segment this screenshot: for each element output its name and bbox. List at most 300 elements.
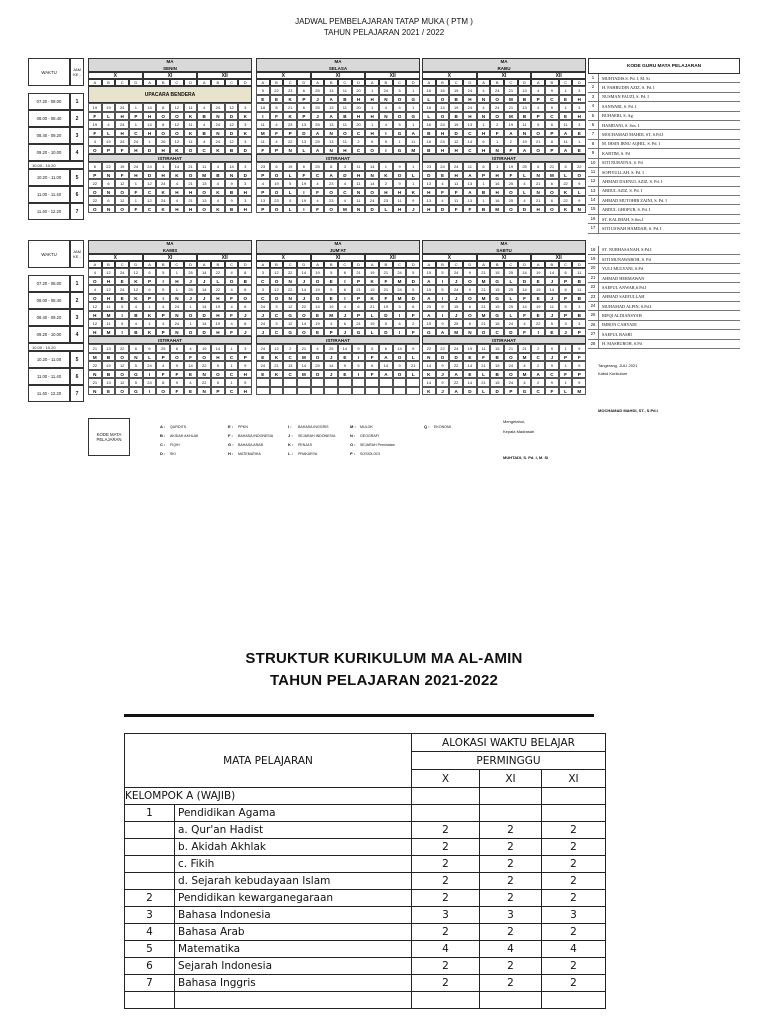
- section-letter: A: [311, 261, 325, 268]
- teacher-index: 8: [588, 140, 599, 148]
- jam-number: 2: [70, 292, 84, 309]
- section-letter: B: [156, 261, 170, 268]
- teacher-number: 21: [406, 361, 420, 370]
- teacher-number: 14: [143, 103, 157, 112]
- teacher-number: 20: [352, 86, 366, 95]
- subject-code: J: [436, 387, 450, 396]
- subject-code: B: [238, 277, 252, 286]
- subject-code-row: [422, 353, 586, 362]
- subject-code: G: [129, 387, 143, 396]
- teacher-number: 6: [338, 285, 352, 294]
- subject-code: O: [270, 188, 284, 197]
- subject-code: O: [170, 353, 184, 362]
- teacher-number: 24: [115, 268, 129, 277]
- teacher-number: 22: [449, 378, 463, 387]
- subject-code: B: [518, 95, 532, 104]
- level-label: MA: [500, 241, 508, 246]
- subject-code: O: [504, 370, 518, 379]
- teacher-number: 1: [143, 319, 157, 328]
- teacher-name: SOPIYULLAH, S. Pd. I: [602, 169, 644, 175]
- subject-code: L: [504, 311, 518, 320]
- teacher-number: 4: [197, 103, 211, 112]
- legend-key: O :: [350, 442, 356, 447]
- lesson-row: [256, 179, 420, 196]
- section-letter-row: [422, 261, 586, 268]
- legend-item: [228, 451, 261, 456]
- teacher-number: 21: [477, 268, 491, 277]
- teacher-number: 22: [449, 361, 463, 370]
- col-subject-header: MATA PELAJARAN: [125, 734, 412, 788]
- teacher-number-row: [88, 162, 252, 171]
- legend-item: [228, 442, 263, 447]
- subject-code: J: [297, 294, 311, 303]
- waktu-label: WAKTU: [28, 240, 70, 268]
- empty-cell: [125, 992, 175, 1009]
- teacher-number: 9: [238, 378, 252, 387]
- section-letter: B: [211, 261, 225, 268]
- teacher-number: 4: [184, 344, 198, 353]
- teacher-number: 21: [504, 86, 518, 95]
- subject-code: I: [379, 129, 393, 138]
- teacher-row: [588, 74, 740, 83]
- lesson-row: [422, 285, 586, 302]
- subject-code: K: [211, 188, 225, 197]
- subject-code: L: [504, 294, 518, 303]
- teacher-number: 1: [406, 179, 420, 188]
- teacher-number: 4: [88, 137, 102, 146]
- teacher-number: 19: [324, 302, 338, 311]
- subject-code: A: [518, 146, 532, 155]
- teacher-number: 25: [504, 196, 518, 205]
- subject-code: F: [225, 328, 239, 337]
- teacher-number: 6: [338, 268, 352, 277]
- teacher-number: 6: [463, 319, 477, 328]
- legend-value: EKONOMI: [434, 425, 451, 429]
- teacher-number: 15: [490, 378, 504, 387]
- curriculum-row-empty: [125, 992, 606, 1009]
- subject-code: B: [449, 95, 463, 104]
- teacher-number: 12: [270, 285, 284, 294]
- teacher-number: 21: [477, 285, 491, 294]
- lesson-row: [422, 344, 586, 361]
- subject-code: L: [283, 205, 297, 214]
- teacher-number: 6: [406, 302, 420, 311]
- teacher-number: 5: [324, 285, 338, 294]
- day-block-2: [256, 58, 420, 213]
- teacher-number: 11: [338, 120, 352, 129]
- teacher-number: 9: [436, 378, 450, 387]
- subject-code-row: [256, 311, 420, 320]
- subject-code: E: [545, 328, 559, 337]
- subject-code: F: [463, 205, 477, 214]
- subject-code: N: [197, 387, 211, 396]
- teacher-number: 9: [170, 361, 184, 370]
- day-header: [256, 58, 420, 72]
- teacher-number: 22: [88, 361, 102, 370]
- teacher-number: 11: [463, 162, 477, 171]
- subject-code: N: [324, 129, 338, 138]
- class-header-row: [422, 72, 586, 79]
- teacher-number: 25: [184, 285, 198, 294]
- teacher-number: 25: [504, 268, 518, 277]
- subject-code: O: [393, 95, 407, 104]
- teacher-number: 6: [463, 302, 477, 311]
- subject-code: B: [129, 311, 143, 320]
- teacher-number: 16: [490, 196, 504, 205]
- teacher-number: 4: [184, 378, 198, 387]
- curriculum-cell-name: Bahasa Indonesia: [175, 907, 412, 924]
- teacher-number-row: [88, 344, 252, 353]
- class-label: X: [422, 72, 477, 79]
- teacher-number: 9: [170, 378, 184, 387]
- subject-code: F: [129, 205, 143, 214]
- teacher-number: 4: [518, 361, 532, 370]
- teacher-number: 13: [463, 179, 477, 188]
- teacher-number: 22: [270, 86, 284, 95]
- teacher-number: 8: [238, 319, 252, 328]
- teacher-number: 13: [102, 344, 116, 353]
- teacher-number: 25: [504, 285, 518, 294]
- subject-code: L: [297, 146, 311, 155]
- subject-code: N: [88, 370, 102, 379]
- curriculum-cell-x: 3: [412, 907, 480, 924]
- subject-code: P: [129, 112, 143, 121]
- teacher-number: 11: [572, 268, 586, 277]
- teacher-number: 14: [518, 285, 532, 294]
- teacher-number: 14: [379, 361, 393, 370]
- teacher-name: YULI MULYANI, S.Pd: [602, 266, 643, 272]
- subject-code-row: [88, 171, 252, 180]
- teacher-number: 22: [572, 162, 586, 171]
- subject-code-row: [88, 112, 252, 121]
- day-name: KAMIS: [162, 247, 178, 253]
- teacher-number: 24: [449, 344, 463, 353]
- subject-code: O: [531, 146, 545, 155]
- teacher-row: [588, 149, 740, 158]
- subject-code: O: [270, 294, 284, 303]
- subject-code: C: [270, 311, 284, 320]
- teacher-number: 4: [197, 120, 211, 129]
- lesson-row: [88, 302, 252, 319]
- subject-code: E: [572, 146, 586, 155]
- teacher-number: 19: [449, 103, 463, 112]
- section-letter: C: [283, 79, 297, 86]
- teacher-number: 6: [143, 268, 157, 277]
- teacher-number: 6: [559, 268, 573, 277]
- subject-code-row: [256, 205, 420, 214]
- subject-code: N: [170, 294, 184, 303]
- curriculum-cell-x: 2: [412, 822, 480, 839]
- subject-code-row: [422, 328, 586, 337]
- subject-code: D: [225, 129, 239, 138]
- jam-number: 5: [70, 169, 84, 186]
- legend-key: P :: [350, 451, 356, 456]
- curriculum-cell-x: 2: [412, 924, 480, 941]
- teacher-row: [588, 93, 740, 102]
- teacher-number: 4: [211, 179, 225, 188]
- teacher-number: 19: [365, 285, 379, 294]
- teacher-number: 22: [422, 344, 436, 353]
- subject-code: O: [311, 353, 325, 362]
- teacher-number: 3: [338, 162, 352, 171]
- legend-item: [288, 424, 329, 429]
- teacher-number-row: [422, 378, 586, 387]
- subject-code: P: [143, 294, 157, 303]
- subject-code: L: [422, 95, 436, 104]
- teacher-number-row: [256, 137, 420, 146]
- curriculum-cell-xi: 2: [480, 822, 542, 839]
- teacher-number: 5: [156, 285, 170, 294]
- section-letter: C: [393, 79, 407, 86]
- headmaster-name: MUHTADI, S. Pd. I, M. Si: [503, 455, 549, 460]
- teacher-number: 8: [156, 378, 170, 387]
- teacher-number: 24: [365, 196, 379, 205]
- subject-code: J: [406, 205, 420, 214]
- teacher-number: 2: [283, 344, 297, 353]
- subject-code: I: [379, 146, 393, 155]
- teacher-number: 3: [572, 103, 586, 112]
- day-block-6: [422, 240, 586, 395]
- class-label: X: [422, 254, 477, 261]
- teacher-name: SAEFUL BASRI: [602, 331, 632, 337]
- section-letter: B: [545, 261, 559, 268]
- subject-code: L: [477, 370, 491, 379]
- section-letter: B: [436, 261, 450, 268]
- day-block-1: [88, 58, 252, 213]
- teacher-number: 19: [311, 285, 325, 294]
- teacher-number: 12: [129, 268, 143, 277]
- subject-code: P: [238, 353, 252, 362]
- teacher-number: 6: [477, 137, 491, 146]
- teacher-number: 11: [545, 302, 559, 311]
- subject-code: M: [545, 171, 559, 180]
- teacher-number: 12: [283, 319, 297, 328]
- subject-code: [311, 387, 325, 396]
- teacher-number: 3: [256, 285, 270, 294]
- teacher-number: 15: [449, 302, 463, 311]
- subject-code: B: [102, 353, 116, 362]
- curriculum-cell-no: [125, 856, 175, 873]
- teacher-number: 24: [504, 361, 518, 370]
- subject-code: B: [449, 112, 463, 121]
- time-slot: 07.20 - 08.00: [28, 275, 70, 292]
- teacher-index: 6: [588, 121, 599, 129]
- subject-code: H: [365, 129, 379, 138]
- subject-code: P: [477, 171, 491, 180]
- lesson-row: [256, 285, 420, 302]
- teacher-name: ABDUL AZIZ, S. Pd. I: [602, 188, 643, 194]
- teacher-number: 25: [324, 344, 338, 353]
- jam-number: 2: [70, 110, 84, 127]
- teacher-number: 8: [156, 120, 170, 129]
- subject-code: P: [143, 277, 157, 286]
- subject-code: A: [379, 370, 393, 379]
- subject-code: O: [170, 112, 184, 121]
- subject-code-row: [256, 171, 420, 180]
- subject-code: N: [477, 112, 491, 121]
- subject-code: H: [572, 95, 586, 104]
- curriculum-row: [125, 975, 606, 992]
- teacher-number-row: [88, 285, 252, 294]
- subject-code: N: [422, 353, 436, 362]
- class-header-row: [256, 254, 420, 261]
- section-letter: B: [102, 261, 116, 268]
- legend-key: J :: [288, 433, 293, 438]
- subject-code: N: [283, 146, 297, 155]
- teacher-number: 8: [324, 162, 338, 171]
- subject-code: H: [436, 129, 450, 138]
- teacher-number: 22: [297, 302, 311, 311]
- teacher-number: 24: [449, 285, 463, 294]
- teacher-number: 19: [311, 268, 325, 277]
- teacher-number: 11: [449, 179, 463, 188]
- subject-code: C: [545, 95, 559, 104]
- teacher-number: 22: [559, 179, 573, 188]
- section-letter: D: [463, 261, 477, 268]
- subject-code: J: [436, 370, 450, 379]
- subject-code: P: [352, 311, 366, 320]
- class-label: XII: [197, 254, 252, 261]
- teacher-index: 24: [588, 302, 599, 310]
- teacher-number: 9: [545, 361, 559, 370]
- teacher-number: 9: [352, 344, 366, 353]
- subject-code: H: [102, 294, 116, 303]
- subject-code: I: [297, 188, 311, 197]
- teacher-number: 11: [102, 319, 116, 328]
- subject-code: J: [545, 311, 559, 320]
- legend-value: GEOGRAFI: [360, 434, 379, 438]
- teacher-number: 1: [477, 196, 491, 205]
- teacher-index: 20: [588, 264, 599, 272]
- teacher-number: 6: [143, 285, 157, 294]
- legend-item: [160, 451, 176, 456]
- subject-code: O: [504, 205, 518, 214]
- subject-code: H: [422, 205, 436, 214]
- teacher-number: 14: [197, 268, 211, 277]
- class-header-row: [256, 72, 420, 79]
- subject-code: G: [283, 311, 297, 320]
- subject-code: P: [324, 328, 338, 337]
- subject-code: P: [256, 205, 270, 214]
- subject-code: J: [449, 277, 463, 286]
- subject-code: O: [88, 294, 102, 303]
- teacher-number: 9: [393, 179, 407, 188]
- subject-code: A: [559, 129, 573, 138]
- curriculum-cell-x: 2: [412, 856, 480, 873]
- subject-code: O: [311, 370, 325, 379]
- section-letter: B: [102, 79, 116, 86]
- teacher-number: 25: [311, 361, 325, 370]
- teacher-number: 1: [406, 120, 420, 129]
- teacher-number: 9: [406, 196, 420, 205]
- curriculum-cell-x: 4: [412, 941, 480, 958]
- teacher-number: 21: [352, 319, 366, 328]
- subject-code: D: [143, 171, 157, 180]
- teacher-number-row: [422, 196, 586, 205]
- subject-code: E: [338, 370, 352, 379]
- subject-code: A: [422, 294, 436, 303]
- section-letter: B: [379, 79, 393, 86]
- teacher-number: 2: [531, 378, 545, 387]
- class-label: XI: [143, 254, 198, 261]
- teacher-name: BUHAERI, S. Ag: [602, 113, 633, 119]
- subject-code: D: [338, 171, 352, 180]
- teacher-number: 20: [352, 103, 366, 112]
- teacher-number: 9: [545, 344, 559, 353]
- subject-code: K: [184, 112, 198, 121]
- teacher-number: 24: [129, 137, 143, 146]
- legend-value: FIQIH: [170, 443, 180, 447]
- section-letter: A: [422, 79, 436, 86]
- subject-code: H: [449, 146, 463, 155]
- curriculum-cell-name: Pendidikan kewarganegaraan: [175, 890, 412, 907]
- subject-code: M: [518, 370, 532, 379]
- section-letter: A: [88, 261, 102, 268]
- teacher-index: 19: [588, 255, 599, 263]
- teacher-number: 5: [283, 179, 297, 188]
- teacher-number: [393, 378, 407, 387]
- teacher-number: 19: [531, 268, 545, 277]
- subject-code: P: [270, 146, 284, 155]
- teacher-row: [588, 302, 740, 311]
- lesson-row: [256, 103, 420, 120]
- teacher-number: 12: [102, 268, 116, 277]
- subject-code: J: [449, 294, 463, 303]
- teacher-number: 13: [197, 179, 211, 188]
- section-letter: D: [184, 261, 198, 268]
- subject-code: H: [477, 129, 491, 138]
- subject-code: N: [531, 171, 545, 180]
- section-letter: C: [449, 261, 463, 268]
- lesson-row: [256, 378, 420, 395]
- subject-code: [270, 387, 284, 396]
- section-letter-row: [422, 79, 586, 86]
- section-letter: C: [283, 261, 297, 268]
- subject-code: L: [283, 171, 297, 180]
- teacher-number: 2: [352, 137, 366, 146]
- subject-code: N: [283, 294, 297, 303]
- section-letter: B: [379, 261, 393, 268]
- day-block-3: [422, 58, 586, 213]
- subject-code-row: [256, 95, 420, 104]
- teacher-number: 18: [256, 103, 270, 112]
- teacher-number: 19: [197, 344, 211, 353]
- teacher-number: 15: [490, 285, 504, 294]
- subject-code: H: [393, 188, 407, 197]
- subject-code: M: [297, 370, 311, 379]
- teacher-number: 9: [338, 361, 352, 370]
- subject-code-row: [88, 129, 252, 138]
- curriculum-cell-name: Bahasa Arab: [175, 924, 412, 941]
- teacher-number: 24: [143, 361, 157, 370]
- teacher-number: 1: [559, 378, 573, 387]
- legend-item: [350, 442, 395, 447]
- teacher-number: 5: [436, 285, 450, 294]
- teacher-number: 11: [197, 162, 211, 171]
- subject-code: L: [102, 112, 116, 121]
- curriculum-row: [125, 890, 606, 907]
- teacher-number: 9: [436, 302, 450, 311]
- curriculum-cell-xii: 2: [542, 958, 606, 975]
- lesson-row: [88, 285, 252, 302]
- teacher-number: 4: [311, 196, 325, 205]
- teacher-number: 9: [406, 344, 420, 353]
- teacher-number: 14: [225, 162, 239, 171]
- teacher-number: 4: [170, 196, 184, 205]
- subject-code: F: [170, 370, 184, 379]
- subject-code: M: [477, 277, 491, 286]
- subject-code: E: [531, 294, 545, 303]
